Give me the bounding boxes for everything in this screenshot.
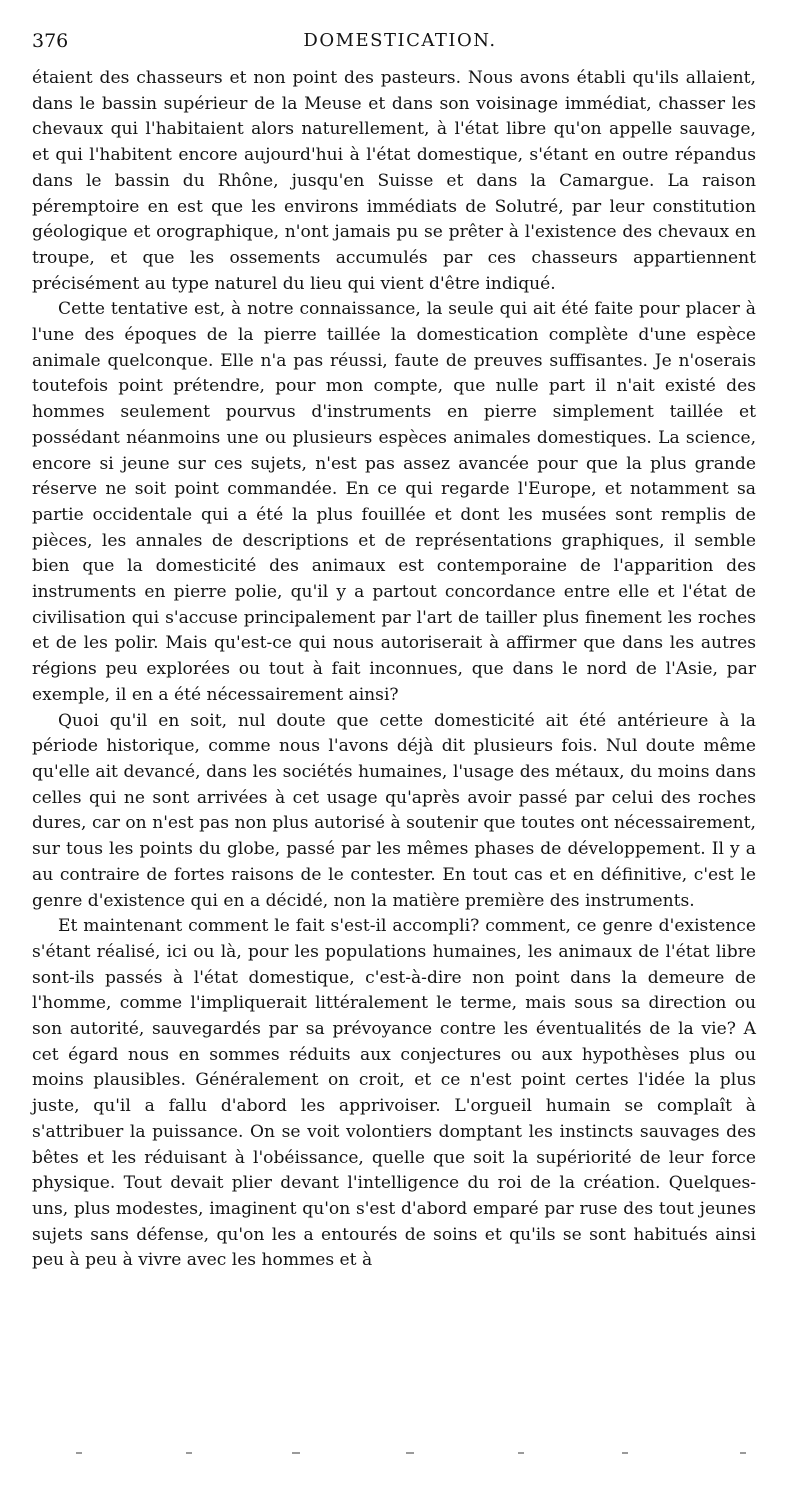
- scan-artifact-marks: [0, 1452, 800, 1462]
- scan-mark: [292, 1452, 300, 1454]
- scan-mark: [740, 1452, 746, 1454]
- paragraph: Cette tentative est, à notre connaissance, la seule qui ait été faite pour placer à l'une des époques de la pierre taillée la domestication complète d'une espèce animale quelconque. Elle n'a pas réussi, faute de preuves suffisantes. Je n'oserais toutefois point prétendre, pour mon compte, que nulle part il n'ait existé des hommes seulement pourvus d'instruments en pierre simplement taillée et possédant néanmoins une ou plusieurs espèces animales domestiques. La science, encore si jeune sur ces sujets, n'est pas assez avancée pour que la plus grande réserve ne soit point commandée. En ce qui regarde l'Europe, et notamment sa partie occidentale qui a été la plus fouillée et dont les musées sont remplis de pièces, les annales de descriptions et de représentations graphiques, il semble bien que la domesticité des animaux est contemporaine de l'apparition des instruments en pierre polie, qu'il y a partout concordance entre elle et l'état de civilisation qui s'accuse principalement par l'art de tailler plus finement les roches et de les polir. Mais qu'est-ce qui nous autoriserait à affirmer que dans les autres régions peu explorées ou tout à fait inconnues, que dans le nord de l'Asie, par exemple, il en a été nécessairement ainsi?: [32, 299, 756, 705]
- scan-mark: [76, 1452, 82, 1454]
- scan-mark: [406, 1452, 414, 1454]
- body-text: [32, 66, 756, 1274]
- page-number: 376: [32, 30, 69, 52]
- scan-mark: [622, 1452, 628, 1454]
- scan-mark: [518, 1452, 524, 1454]
- paragraph: Quoi qu'il en soit, nul doute que cette domesticité ait été antérieure à la période historique, comme nous l'avons déjà dit plusieurs fois. Nul doute même qu'elle ait devancé, dans les sociétés humaines, l'usage des métaux, du moins dans celles qui ne sont arrivées à cet usage qu'après avoir passé par celui des roches dures, car on n'est pas non plus autorisé à soutenir que toutes ont nécessairement, sur tous les points du globe, passé par les mêmes phases de développement. Il y a au contraire de fortes raisons de le contester. En tout cas et en définitive, c'est le genre d'existence qui en a décidé, non la matière première des instruments.: [32, 710, 756, 911]
- page-header: [32, 30, 768, 58]
- paragraph-continued: étaient des chasseurs et non point des pasteurs. Nous avons établi qu'ils allaient, dans le bassin supérieur de la Meuse et dans son voisinage immédiat, chasser les chevaux qui l'habitaient alors naturellement, à l'état libre qu'on appelle sauvage, et qui l'habitent encore aujourd'hui à l'état domestique, s'étant en outre répandus dans le bassin du Rhône, jusqu'en Suisse et dans la Camargue. La raison péremptoire en est que les environs immédiats de Solutré, par leur constitution géologique et orographique, n'ont jamais pu se prêter à l'existence des chevaux en troupe, et que les ossements accumulés par ces chasseurs appartiennent précisément au type naturel du lieu qui vient d'être indiqué.: [32, 68, 756, 294]
- running-title: DOMESTICATION.: [303, 30, 497, 51]
- scan-mark: [186, 1452, 192, 1454]
- paragraph: Et maintenant comment le fait s'est-il accompli? comment, ce genre d'existence s'étant réalisé, ici ou là, pour les populations humaines, les animaux de l'état libre sont-ils passés à l'état domestique, c'est-à-dire non point dans la demeure de l'homme, comme l'impliquerait littéralement le terme, mais sous sa direction ou son autorité, sauvegardés par sa prévoyance contre les éventualités de la vie? A cet égard nous en sommes réduits aux conjectures ou aux hypothèses plus ou moins plausibles. Généralement on croit, et ce n'est point certes l'idée la plus juste, qu'il a fallu d'abord les apprivoiser. L'orgueil humain se complaît à s'attribuer la puissance. On se voit volontiers domptant les instincts sauvages des bêtes et les réduisant à l'obéissance, quelle que soit la supériorité de leur force physique. Tout devait plier devant l'intelligence du roi de la création. Quelques-uns, plus modestes, imaginent qu'on s'est d'abord emparé par ruse des tout jeunes sujets sans défense, qu'on les a entourés de soins et qu'ils se sont habitués ainsi peu à peu à vivre avec les hommes et à: [32, 916, 756, 1271]
